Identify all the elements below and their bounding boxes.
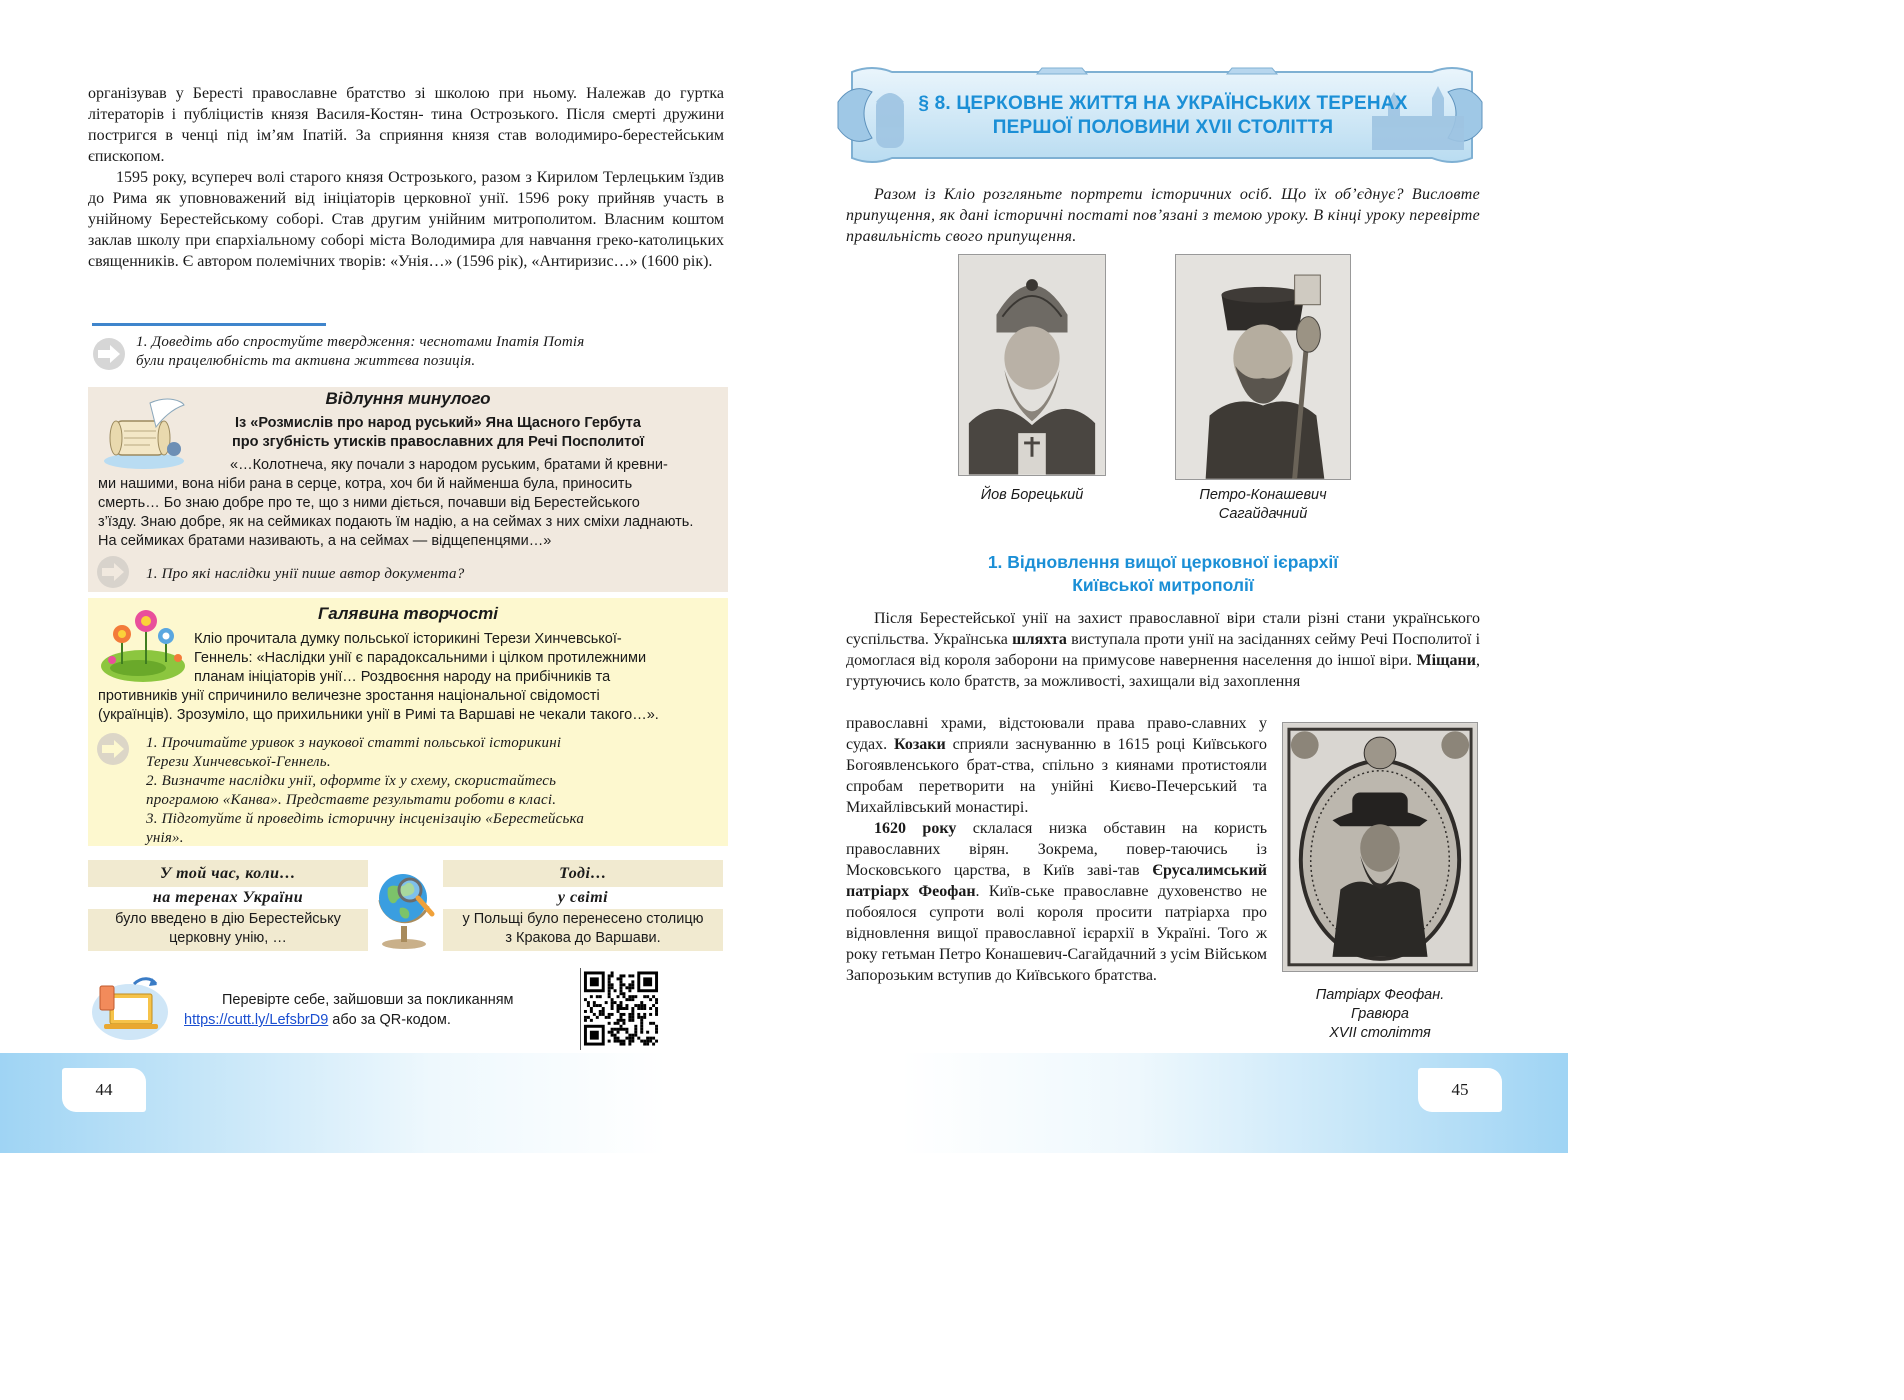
echo-box-question: 1. Про які наслідки унії пише автор документа? bbox=[146, 566, 465, 582]
timeline-right-sub: у світі bbox=[557, 889, 609, 906]
paragraph-1: організував у Бересті православне братство зі школою при ньому. Належав до гуртка літераторів і публіцистів князя Василя-Костян- тина Острозького. Після смерті дружини постригся в ченці під ім’ям Іпатій. За сприяння князя став володимиро-берестейським єпископом. bbox=[88, 85, 725, 165]
caption-engraving: Патріарх Феофан. Гравюра XVII століття bbox=[1315, 987, 1445, 1041]
caption-sahaidachny: Петро-Конашевич Сагайдачний bbox=[1199, 487, 1327, 522]
chapter-title: § 8. ЦЕРКОВНЕ ЖИТТЯ НА УКРАЇНСЬКИХ ТЕРЕНАХ ПЕРШОЇ ПОЛОВИНИ XVII СТОЛІТТЯ bbox=[918, 93, 1408, 138]
creative-box-title: Галявина творчості bbox=[317, 604, 499, 623]
arrow-right-icon bbox=[96, 732, 130, 766]
echo-box-title: Відлуння минулого bbox=[325, 389, 491, 408]
portrait-yov-boretsky bbox=[958, 254, 1106, 476]
portrait-sahaidachny bbox=[1175, 254, 1351, 480]
page-number-right: 45 bbox=[1418, 1068, 1502, 1112]
timeline-right-body: у Польщі було перенесено столицю з Кракова до Варшави. bbox=[443, 909, 723, 951]
self-check-link[interactable]: https://cutt.ly/LefsbrD9 bbox=[184, 1012, 329, 1028]
creative-box-text: Кліо прочитала думку польської історикині Терези Хинчевської- Геннель: «Наслідки унії є парадоксальними і цілком протилежними планам ініціаторів унії… Роздвоєння народу на прибічників та противників унії спричинило величезне зростання національної свідомості (українців). Зрозуміло, що прихильники унії в Римі та Варшаві не чекали такого…». bbox=[98, 631, 659, 723]
timeline-left-head: У той час, коли… bbox=[88, 860, 368, 887]
echo-box-subtitle: Із «Розмислів про народ руський» Яна Щасного Гербута про згубність утисків православних для Речі Посполитої bbox=[231, 415, 645, 450]
arrow-right-icon bbox=[96, 555, 130, 589]
self-check-text: Перевірте себе, зайшовши за покликанням https://cutt.ly/LefsbrD9 або за QR-кодом. bbox=[184, 992, 514, 1028]
caption-yov-boretsky: Йов Борецький bbox=[980, 487, 1084, 503]
timeline-left-body: було введено в дію Берестейську церковну унію, … bbox=[88, 909, 368, 951]
echo-box-quote: «…Колотнеча, яку почали з народом руським, братами й кревни- ми нашими, вона ніби рана в серце, котра, хоч би й найменша була, приносить смерть… Бо знаю добре про те, що з ними діється, почавши від Берестейського з’їзду. Знаю добре, як на сеймиках подають їм надію, а на сеймах з них сміхи ладнають. На сеймиках братами називають, а на сеймах — відщепенцями…» bbox=[98, 457, 694, 549]
echo-of-past-box bbox=[88, 387, 728, 592]
qr-code-icon bbox=[580, 968, 660, 1050]
creative-box-tasks: 1. Прочитайте уривок з наукової статті польської історикині Терези Хинчевської-Геннель. 2. Визначте наслідки унії, оформте їх у схему, скористайтесь програмою «Канва». Представте результати роботи в класі. 3. Підготуйте й проведіть історичну інсценізацію «Берестейська унія». bbox=[146, 735, 585, 846]
paragraph-2: 1595 року, всупереч волі старого князя Острозького, разом з Кирилом Терлецьким їздив до Рима як уповноважений від ініціаторів церковної унії. 1596 року прийняв участь в унійному Берестейському соборі. Став другим унійним митрополитом. Власним коштом заклав школу при єпархіальному соборі міста Володимира для навчання греко-католицьких священників. Є автором полемічних творів: «Унія…» (1596 рік), «Антиризис…» (1600 рік). bbox=[88, 169, 725, 270]
main-text-full: Після Берестейської унії на захист православної віри стали різні стани українського суспільства. Українська шляхта виступала проти унії на засіданнях сейму Речі Посполитої і домоглася від короля заборони на примусове навернення населення до іншої віри. Міщани, гуртуючись коло братств, за можливості, захищали від захоплення bbox=[846, 610, 1481, 690]
computer-check-icon bbox=[90, 972, 174, 1042]
question-potiy: 1. Доведіть або спростуйте твердження: чеснотами Іпатія Потія були працелюбність та активна життєва позиція. bbox=[136, 334, 585, 369]
engraving-patriarch-feofan bbox=[1282, 722, 1478, 972]
creativity-meadow-box bbox=[88, 598, 728, 846]
section-divider bbox=[92, 323, 326, 326]
left-page-text bbox=[88, 83, 724, 272]
timeline-left-sub: на теренах України bbox=[152, 889, 304, 906]
page-number-left: 44 bbox=[62, 1068, 146, 1112]
section-title: 1. Відновлення вищої церковної ієрархії Київської митрополії bbox=[987, 552, 1339, 595]
main-text-narrow: православні храми, відстоювали права право-славних у судах. Козаки сприяли заснуванню в 1615 році Київського Богоявленського брат-ства, спільно з киянами протистояли спробам перетворити на унійні Києво-Печерський та Михайлівський монастирі. 1620 року склалася низка обставин на користь православних вірян. Зокрема, повер-таючись із Московського царства, в Київ заві-тав Єрусалимський патріарх Феофан. Київ-ське православне духовенство не побоялося супроти волі короля просити патріарха про відновлення вищої православної ієрархії в Україні. Того ж року гетьман Петро Конашевич-Сагайдачний з усім Військом Запорозьким вступив до Київського братства. bbox=[846, 715, 1268, 984]
arrow-right-icon bbox=[92, 337, 126, 371]
intro-task: Разом із Кліо розгляньте портрети історичних осіб. Що їх об’єднує? Висловте припущення, як дані історичні постаті пов’язані з темою уроку. В кінці уроку перевірте правильність свого припущення. bbox=[846, 186, 1480, 245]
globe-magnifier-icon bbox=[370, 860, 440, 950]
timeline-right-head: Тоді… bbox=[443, 860, 723, 887]
